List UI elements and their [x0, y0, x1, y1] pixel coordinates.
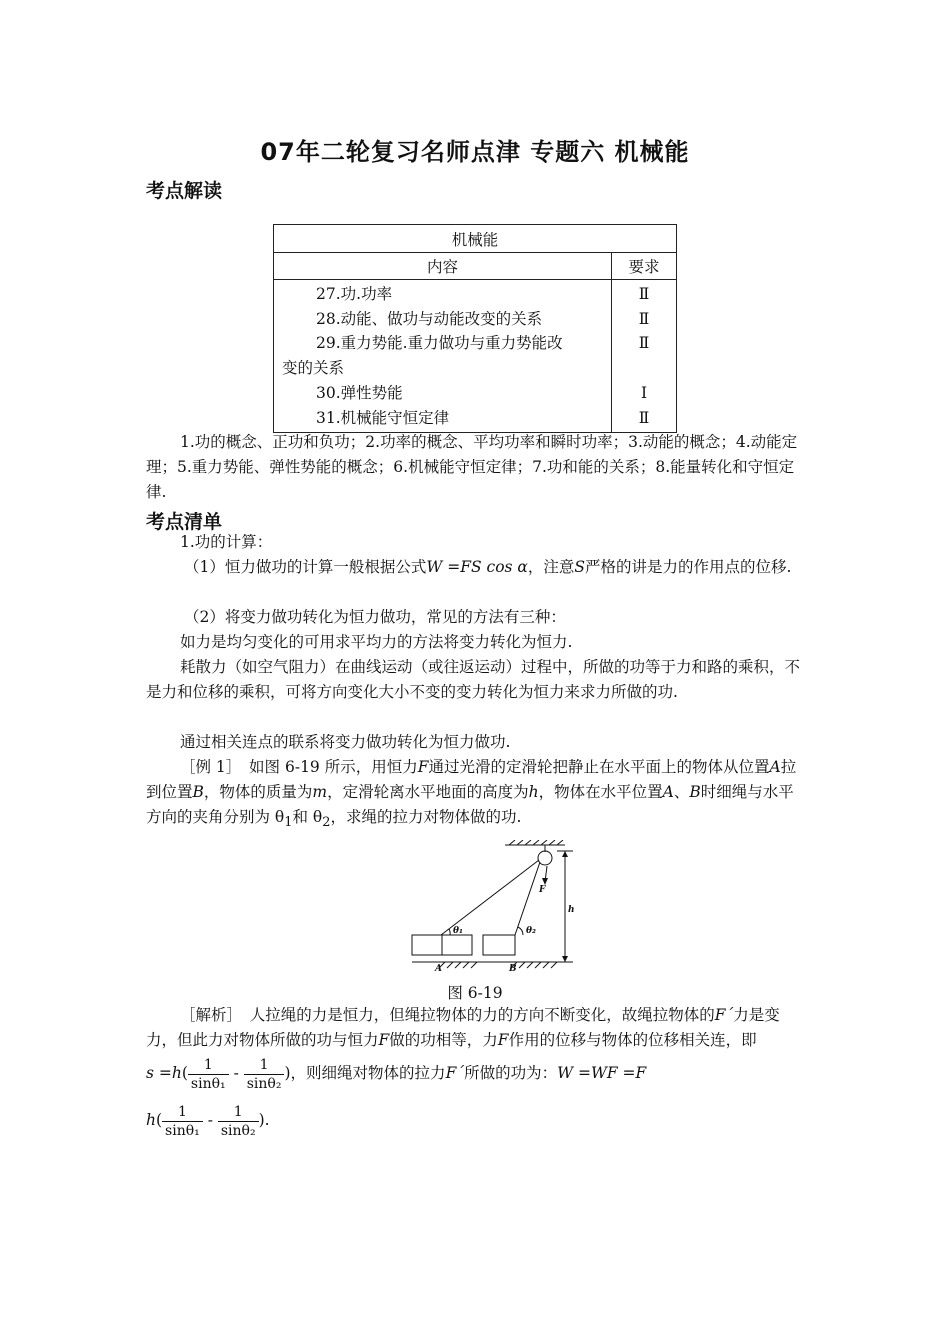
table-row: 28.动能、做功与动能改变的关系 [316, 309, 543, 328]
table-level-cell [612, 280, 677, 433]
symbol-F-prime: F´ [714, 1006, 734, 1024]
section-heading-kaodian-qingdan: 考点清单 [146, 511, 223, 533]
symbol-A: A [769, 758, 781, 776]
label-theta2: θ₂ [526, 926, 536, 936]
level-value: Ⅰ [640, 383, 648, 402]
rope-to-A [441, 860, 539, 935]
label-F: F [539, 885, 546, 895]
text-segment: ，求绳的拉力对物体做的功. [330, 808, 522, 826]
block-B [483, 935, 515, 955]
fraction-1: $\frac{1}{\text{sinθ₁}}$ [188, 1056, 229, 1093]
text-segment: 做的功相等，力 [389, 1031, 498, 1049]
minus-sign: - [202, 1111, 218, 1129]
text-segment: ，物体的质量为 [203, 783, 313, 801]
angle-arc-1 [449, 929, 450, 935]
example-1-paragraph [146, 755, 806, 835]
subscript: 1 [284, 815, 293, 831]
paragraph-1: 1.功的计算： [180, 533, 273, 551]
text-segment: 通过光滑的定滑轮把静止在水平面上的物体从位置 [428, 758, 770, 776]
text-segment: ，则细绳对物体的拉力 [290, 1064, 446, 1082]
text-segment: ，定滑轮离水平地面的高度为 [327, 783, 529, 801]
text-segment: 严格的讲是力的作用点的位移. [585, 558, 792, 576]
paragraph-2 [146, 555, 806, 580]
formula-h: h [171, 1064, 182, 1082]
table-row: 29.重力势能.重力做功与重力势能改 [316, 334, 563, 353]
table-content-cell [274, 280, 612, 433]
table-row: 27.功.功率 [316, 285, 393, 303]
text-segment: 拉到位置 [146, 758, 797, 801]
analysis-paragraph [146, 1003, 806, 1053]
analysis-result-line [146, 1100, 806, 1140]
pulley-figure [405, 840, 585, 975]
section-heading-kaodian-jiedu: 考点解读 [146, 180, 223, 202]
paren: ( [181, 1064, 188, 1082]
requirements-table [273, 224, 677, 433]
block-A [442, 935, 472, 955]
figure-caption: 图 6-19 [447, 984, 503, 1002]
angle-arc-2 [518, 927, 523, 935]
table-header-content: 内容 [274, 253, 612, 280]
minus-sign: - [228, 1064, 244, 1082]
paren: ( [155, 1111, 163, 1129]
paragraph-4: 如力是均匀变化的可用求平均力的方法将变力转化为恒力. [180, 633, 573, 651]
period: . [264, 1111, 270, 1129]
text-segment: ［例 1］ 如图 6-19 所示，用恒力 [180, 758, 418, 776]
level-value: Ⅱ [638, 285, 650, 303]
work-formula: W =FS cos α [426, 558, 528, 576]
block-A-outline-left [412, 935, 442, 955]
fraction-4: $\frac{1}{\text{sinθ₂}}$ [218, 1103, 259, 1140]
text-segment: 时细绳与水平方向的夹角分别为 θ [146, 783, 794, 826]
table-row: 31.机械能守恒定律 [316, 408, 450, 427]
symbol-s: S [574, 558, 586, 576]
text-segment: （1）恒力做功的计算一般根据公式 [184, 558, 427, 576]
symbol-F: F [378, 1031, 390, 1049]
label-theta1: θ₁ [453, 926, 463, 936]
symbol-B: B [689, 783, 701, 801]
paragraph-3: （2）将变力做功转化为恒力做功，常见的方法有三种： [184, 608, 566, 626]
text-segment: ，注意 [527, 558, 575, 576]
symbol-F: F [497, 1031, 509, 1049]
table-caption: 机械能 [274, 225, 677, 253]
symbol-F-prime: F´ [445, 1064, 465, 1082]
text-segment: 和 θ [292, 808, 323, 826]
level-value: Ⅱ [638, 334, 650, 353]
arrow-head [542, 878, 548, 885]
work-expression: W =WF =F [557, 1064, 647, 1082]
paren: ) [258, 1111, 265, 1129]
text-segment: ［解析］ 人拉绳的力是恒力，但绳拉物体的力的方向不断变化，故绳拉物体的 [180, 1006, 715, 1024]
label-B: B [509, 964, 517, 974]
symbol-A: A [662, 783, 674, 801]
analysis-formula-line [146, 1053, 806, 1093]
formula-h: h [146, 1111, 156, 1129]
summary-paragraph: 1.功的概念、正功和负功；2.功率的概念、平均功率和瞬时功率；3.动能的概念；4.动能定理；5.重力势能、弹性势能的概念；6.机械能守恒定律；7.功和能的关系；8.能量转化和守恒定律. [146, 433, 798, 501]
text-segment: 作用的位移与物体的位移相关连，即 [508, 1031, 757, 1049]
ground-hatch [439, 962, 557, 968]
table-header-requirement: 要求 [612, 253, 677, 280]
symbol-B: B [192, 783, 204, 801]
paragraph-5: 耗散力（如空气阻力）在曲线运动（或往返运动）过程中，所做的功等于力和路的乘积，不是力和位移的乘积，可将方向变化大小不变的变力转化为恒力来求力所做的功. [146, 658, 801, 701]
paren: ) [284, 1064, 291, 1082]
rope-to-B [515, 862, 540, 935]
paragraph-6: 通过相关连点的联系将变力做功转化为恒力做功. [180, 733, 511, 751]
text-segment: ，物体在水平位置 [538, 783, 663, 801]
level-value: Ⅱ [638, 408, 650, 427]
label-h: h [568, 905, 575, 915]
symbol-h: h [528, 783, 539, 801]
subscript: 2 [322, 815, 331, 831]
level-value: Ⅱ [638, 309, 650, 328]
ceiling-hatch [509, 840, 563, 845]
text-segment: 、 [673, 783, 690, 801]
page-title: 07年二轮复习名师点津 专题六 机械能 [260, 138, 690, 166]
table-row-continuation: 变的关系 [282, 359, 345, 378]
fraction-2: $\frac{1}{\text{sinθ₂}}$ [244, 1056, 285, 1093]
symbol-m: m [312, 783, 328, 801]
fraction-3: $\frac{1}{\text{sinθ₁}}$ [162, 1103, 203, 1140]
text-segment: 力是变力，但此力对物体所做的功与恒力 [146, 1006, 780, 1049]
label-A: A [435, 964, 442, 974]
formula-s: s = [146, 1064, 172, 1082]
text-segment: 所做的功为： [464, 1064, 558, 1082]
symbol-F: F [417, 758, 429, 776]
table-row: 30.弹性势能 [316, 383, 403, 402]
